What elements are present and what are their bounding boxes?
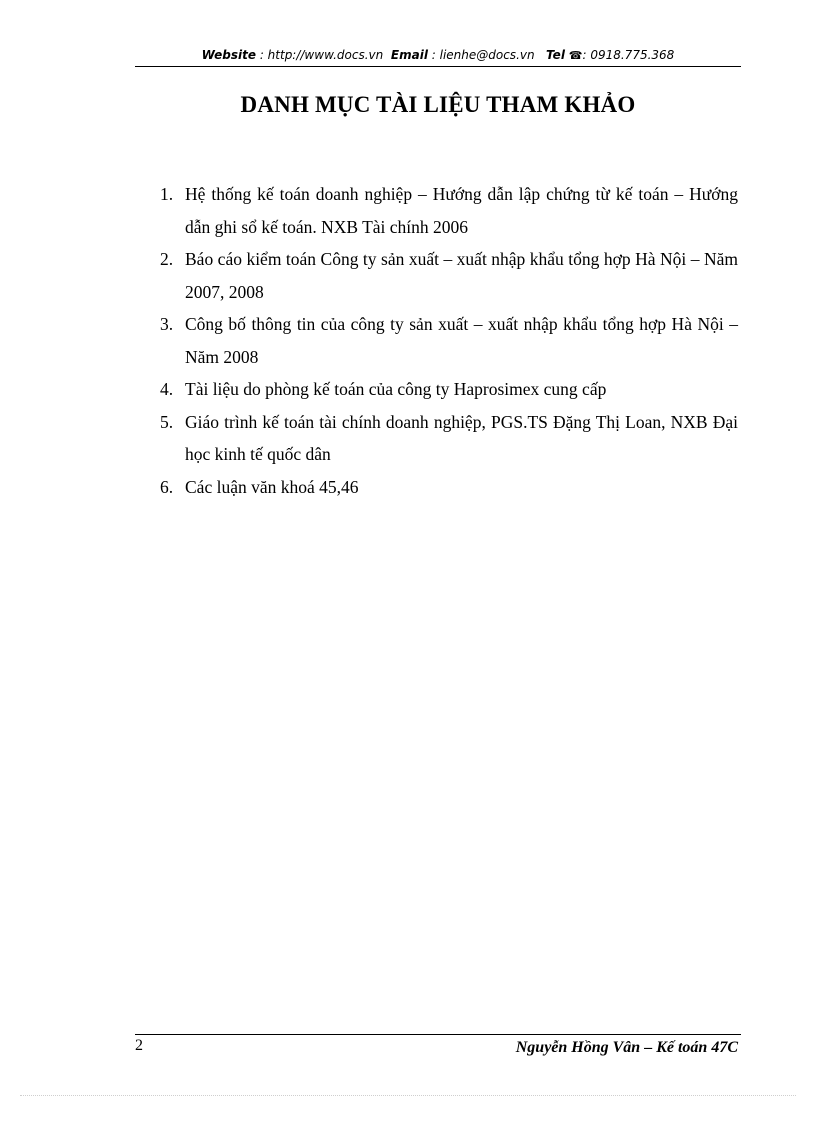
website-link[interactable]: http://www.docs.vn bbox=[267, 48, 384, 62]
reference-text: Báo cáo kiểm toán Công ty sản xuất – xuất nhập khẩu tổng hợp Hà Nội – Năm 2007, 2008 bbox=[185, 249, 738, 302]
page-bottom-border bbox=[20, 1095, 796, 1096]
reference-number: 5. bbox=[160, 411, 174, 432]
page-header bbox=[135, 46, 741, 67]
reference-text: Giáo trình kế toán tài chính doanh nghiệp, PGS.TS Đặng Thị Loan, NXB Đại học kinh tế quốc dân bbox=[185, 411, 738, 464]
phone-icon: ☎ bbox=[568, 49, 583, 62]
email-link[interactable]: lienhe@docs.vn bbox=[439, 48, 535, 62]
page-title: DANH MỤC TÀI LIỆU THAM KHẢO bbox=[240, 92, 636, 117]
tel-value: 0918.775.368 bbox=[590, 48, 675, 62]
reference-item bbox=[160, 308, 738, 373]
reference-item bbox=[160, 178, 738, 243]
reference-number: 6. bbox=[160, 476, 174, 497]
page-number: 2 bbox=[135, 1037, 143, 1054]
reference-number: 3. bbox=[160, 314, 174, 334]
email-label: Email bbox=[390, 48, 428, 62]
reference-text: Các luận văn khoá 45,46 bbox=[185, 476, 359, 497]
reference-item bbox=[160, 243, 738, 308]
reference-item bbox=[160, 373, 738, 406]
reference-text: Hệ thống kế toán doanh nghiệp – Hướng dẫn lập chứng từ kế toán – Hướng dẫn ghi sổ kế toán. NXB Tài chính 2006 bbox=[185, 184, 738, 237]
footer-author: Nguyễn Hồng Vân – Kế toán 47C bbox=[515, 1039, 738, 1056]
reference-item bbox=[160, 471, 738, 504]
reference-number: 1. bbox=[160, 184, 174, 204]
reference-list bbox=[160, 178, 738, 503]
tel-label: Tel bbox=[546, 48, 565, 62]
email-separator: : bbox=[427, 48, 440, 62]
tel-separator: : bbox=[582, 48, 591, 62]
reference-number: 4. bbox=[160, 379, 174, 399]
reference-number: 2. bbox=[160, 249, 174, 269]
reference-text: Công bố thông tin của công ty sản xuất – xuất nhập khẩu tổng hợp Hà Nội – Năm 2008 bbox=[185, 314, 738, 367]
reference-text: Tài liệu do phòng kế toán của công ty Haprosimex cung cấp bbox=[185, 379, 607, 399]
website-label: Website bbox=[201, 48, 256, 62]
reference-item bbox=[160, 406, 738, 471]
website-separator: : bbox=[256, 48, 268, 62]
footer-divider bbox=[135, 1034, 741, 1035]
